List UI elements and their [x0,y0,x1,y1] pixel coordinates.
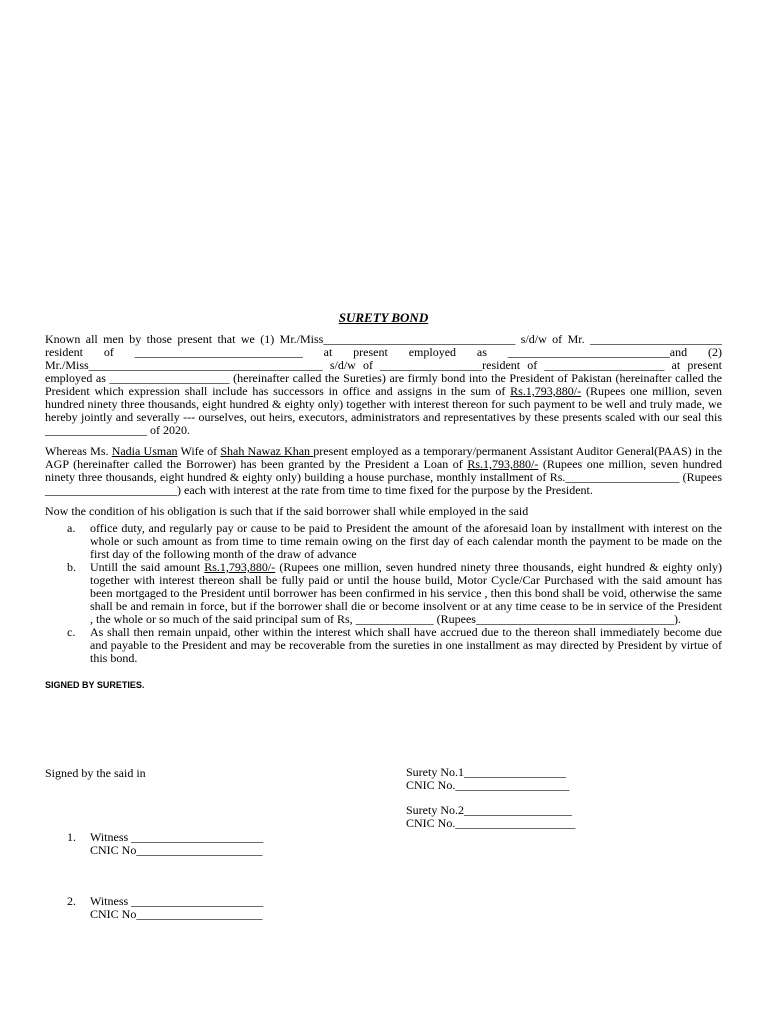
surety-1-block [406,766,569,792]
surety-1-cnic-field: CNIC No.___________________ [406,778,570,792]
bond-amount: Rs.1,793,880/- [510,384,582,398]
sureties-text-continued: (Rupees one million, seven hundred ninety three thousands, eight hundred & eighty only) together with interest thereon for such payment to be well and truly made, we hereby jointly and severally --- ourselves, out heirs, executors, administrators and representatives by these presents scaled with our seal this _________________ of 2020. [45,384,723,437]
borrower-text-end: (Rupees one million, seven hundred ninety three thousands, eight hundred & eighty only) building a house purchase, monthly installment of Rs.___________________ (Rupees ______________________) each with interest at the rate from time to time fixed for the purpose by the President. [45,457,722,497]
witness-1-field: Witness ______________________ [90,830,264,844]
wife-of-text: Wife of [177,444,221,458]
conditions-list [45,522,722,665]
document-title: SURETY BOND [338,310,429,325]
borrower-paragraph [45,445,722,497]
witness-2-number: 2. [67,894,76,908]
witness-1-block [67,831,263,857]
condition-marker: b. [67,560,76,574]
surety-2-cnic-field: CNIC No.____________________ [406,816,576,830]
witness-1-cnic-field: CNIC No_____________________ [90,843,263,857]
signed-by-label: Signed by the said in [45,766,146,780]
condition-item [45,626,722,665]
witness-1-number: 1. [67,830,76,844]
husband-name: Shah Nawaz Khan [220,444,314,458]
surety-2-block [406,804,575,830]
condition-text: Untill the said amount [90,560,205,574]
sureties-text: Known all men by those present that we (1) Mr./Miss________________________________ s/d/w of Mr. ______________________ resident of ____________________________ at present employed as ___________________________and (2) Mr./Miss_______________________________________ s/d/w of _________________resident of ____________________ at present employed as ____________________ (hereinafter called the Sureties) are firmly bond into the President of Pakistan (hereinafter called the President which expression shall include has successors in office and assigns in the sum of [45,332,722,398]
condition-marker: a. [67,521,76,535]
surety-1-field: Surety No.1_________________ [406,765,566,779]
condition-text: office duty, and regularly pay or cause to be paid to President the amount of the aforesaid loan by installment with interest on the whole or such amount as from time to time remain owing on the first day of each calendar month the payment to be made on the first day of the following month of the draw of advance [90,521,722,561]
condition-item [45,561,722,626]
borrower-lead: Whereas Ms. [45,444,112,458]
condition-intro: Now the condition of his obligation is such that if the said borrower shall while employed in the said [45,504,529,518]
witness-2-field: Witness ______________________ [90,894,264,908]
loan-amount: Rs.1,793,880/- [467,457,539,471]
condition-marker: c. [67,625,76,639]
surety-2-field: Surety No.2__________________ [406,803,572,817]
bond-body [45,311,722,692]
sureties-paragraph [45,333,722,437]
borrower-text: present employed as a temporary/permanent Assistant Auditor General(PAAS) in the AGP (hereinafter called the Borrower) has been granted by the President a Loan of [45,444,723,471]
witness-2-block [67,895,263,921]
borrower-name: Nadia Usman [111,444,178,458]
condition-text-continued: (Rupees one million, seven hundred ninety three thousands, eight hundred & eighty only) together with interest thereon shall be fully paid or until the house build, Motor Cycle/Car Purchased with the said amount has been mortgaged to the President until borrower has been confirmed in his service , then this bond shall be void, otherwise the same shall be and remain in force, but if the borrower shall die or become insolvent or at any time cease to be in service of the President , the whole or so much of the said principal sum of Rs, _____________ (Rupees_________________________________). [90,560,722,626]
witness-2-cnic-field: CNIC No_____________________ [90,907,263,921]
condition-item [45,522,722,561]
condition-amount: Rs.1,793,880/- [204,560,276,574]
signed-heading: SIGNED BY SURETIES. [45,680,145,690]
condition-text: As shall then remain unpaid, other within the interest which shall have accrued due to the thereon shall immediately become due and payable to the President and may be recoverable from the sureties in one installment as may directed by President by virtue of this bond. [90,625,722,665]
